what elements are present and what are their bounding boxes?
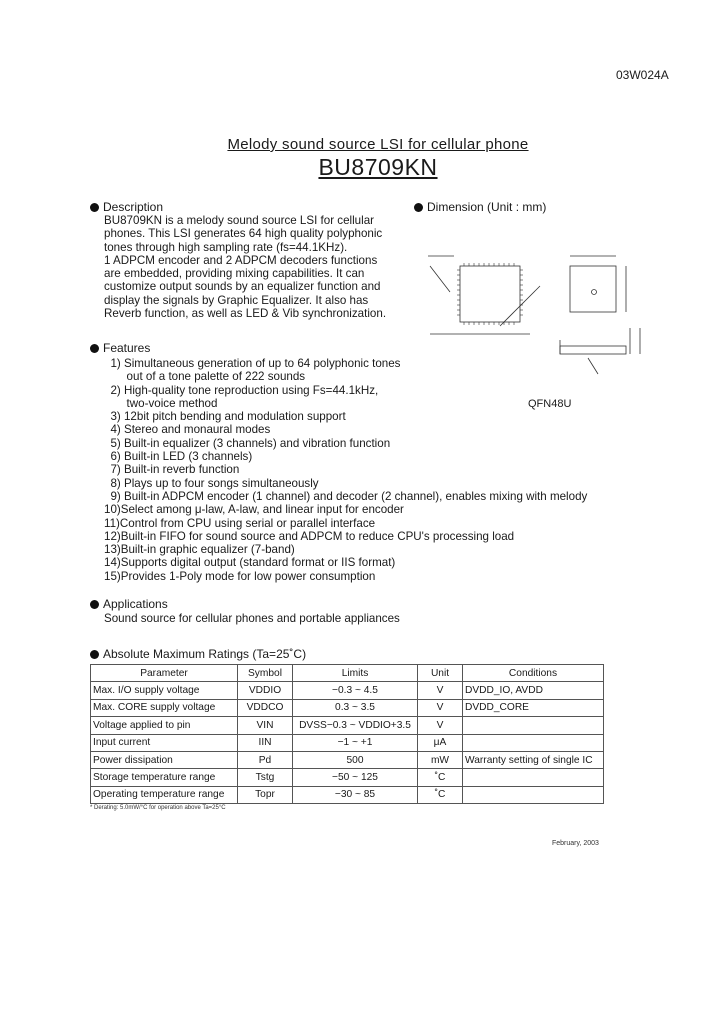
applications-heading-label: Applications	[103, 597, 168, 611]
description-text	[104, 214, 404, 320]
param-cell: Max. I/O supply voltage	[91, 682, 238, 699]
unit-cell: mW	[418, 751, 463, 768]
table-row	[91, 699, 604, 716]
param-cell: Power dissipation	[91, 751, 238, 768]
list-item: 2) High-quality tone reproduction using Fs=44.1kHz,	[104, 383, 379, 397]
description-line: customize output sounds by an equalizer function and	[104, 280, 381, 294]
description-line: display the signals by Graphic Equalizer. It also has	[104, 293, 369, 307]
list-item: 7) Built-in reverb function	[104, 463, 240, 477]
conditions-cell	[463, 734, 604, 751]
bullet-icon	[90, 600, 99, 609]
table-row	[91, 769, 604, 786]
param-cell: Storage temperature range	[91, 769, 238, 786]
conditions-cell: DVDD_CORE	[463, 699, 604, 716]
unit-cell: V	[418, 699, 463, 716]
description-line: phones. This LSI generates 64 high quality polyphonic	[104, 227, 383, 241]
conditions-cell: DVDD_IO, AVDD	[463, 682, 604, 699]
package-top-view	[460, 266, 520, 322]
list-item: two-voice method	[104, 396, 218, 410]
description-line: Reverb function, as well as LED & Vib synchronization.	[104, 307, 387, 321]
limits-cell: −1 ~ +1	[293, 734, 418, 751]
bullet-icon	[90, 203, 99, 212]
param-cell: Max. CORE supply voltage	[91, 699, 238, 716]
table-header-row	[91, 665, 604, 682]
dimension-heading-label: Dimension (Unit : mm)	[427, 200, 547, 214]
list-item: out of a tone palette of 222 sounds	[104, 370, 306, 384]
description-line: BU8709KN is a melody sound source LSI for cellular	[104, 214, 375, 227]
table-row	[91, 682, 604, 699]
list-item: 6) Built-in LED (3 channels)	[104, 450, 253, 464]
list-item: 5) Built-in equalizer (3 channels) and vibration function	[104, 436, 391, 450]
applications-heading	[90, 597, 168, 611]
conditions-cell	[463, 769, 604, 786]
param-cell: Voltage applied to pin	[91, 717, 238, 734]
ratings-heading	[90, 647, 306, 661]
symbol-cell: IIN	[238, 734, 293, 751]
limits-cell: −30 ~ 85	[293, 786, 418, 803]
list-item: 9) Built-in ADPCM encoder (1 channel) and decoder (2 channel), enables mixing with melody	[104, 489, 588, 503]
limits-cell: −50 ~ 125	[293, 769, 418, 786]
list-item: 1) Simultaneous generation of up to 64 polyphonic tones	[104, 357, 401, 370]
table-row	[91, 751, 604, 768]
document-title: BU8709KN	[318, 154, 438, 180]
column-header: Symbol	[238, 665, 293, 682]
column-header: Parameter	[91, 665, 238, 682]
list-item: 4) Stereo and monaural modes	[104, 423, 271, 437]
description-heading	[90, 200, 163, 214]
symbol-cell: VIN	[238, 717, 293, 734]
limits-cell: DVSS−0.3 ~ VDDIO+3.5	[293, 717, 418, 734]
unit-cell: V	[418, 717, 463, 734]
features-heading	[90, 341, 150, 355]
bullet-icon	[90, 650, 99, 659]
list-item: 3) 12bit pitch bending and modulation support	[104, 410, 346, 424]
dimension-heading	[414, 200, 546, 214]
column-header: Limits	[293, 665, 418, 682]
package-bottom-view	[570, 266, 616, 312]
limits-cell: 500	[293, 751, 418, 768]
list-item: 11)Control from CPU using serial or parallel interface	[104, 516, 376, 530]
list-item: 13)Built-in graphic equalizer (7-band)	[104, 543, 295, 557]
list-item: 14)Supports digital output (standard format or IIS format)	[104, 556, 396, 570]
symbol-cell: VDDCO	[238, 699, 293, 716]
description-line: are embedded, providing mixing capabilities. It can	[104, 267, 365, 281]
unit-cell: ˚C	[418, 786, 463, 803]
bullet-icon	[414, 203, 423, 212]
list-item: 15)Provides 1-Poly mode for low power consumption	[104, 569, 376, 583]
document-subtitle: Melody sound source LSI for cellular phone	[227, 136, 529, 153]
limits-cell: −0.3 ~ 4.5	[293, 682, 418, 699]
derating-note: * Derating: 5.0mW/°C for operation above Ta=25°C	[90, 805, 226, 811]
symbol-cell: Topr	[238, 786, 293, 803]
unit-cell: V	[418, 682, 463, 699]
symbol-cell: VDDIO	[238, 682, 293, 699]
ratings-heading-label: Absolute Maximum Ratings (Ta=25˚C)	[103, 647, 307, 661]
description-heading-label: Description	[103, 200, 164, 214]
features-list	[104, 357, 587, 583]
symbol-cell: Tstg	[238, 769, 293, 786]
features-heading-label: Features	[103, 341, 151, 355]
document-id: 03W024A	[616, 68, 669, 82]
table-row	[91, 717, 604, 734]
description-line: tones through high sampling rate (fs=44.1KHz).	[104, 240, 348, 254]
param-cell: Input current	[91, 734, 238, 751]
table-row	[91, 786, 604, 803]
conditions-cell: Warranty setting of single IC	[463, 751, 604, 768]
column-header: Unit	[418, 665, 463, 682]
applications-text: Sound source for cellular phones and portable appliances	[104, 612, 400, 625]
package-name: QFN48U	[528, 398, 572, 410]
symbol-cell: Pd	[238, 751, 293, 768]
conditions-cell	[463, 786, 604, 803]
bullet-icon	[90, 344, 99, 353]
limits-cell: 0.3 ~ 3.5	[293, 699, 418, 716]
list-item: 12)Built-in FIFO for sound source and ADPCM to reduce CPU's processing load	[104, 529, 515, 543]
conditions-cell	[463, 717, 604, 734]
description-line: 1 ADPCM encoder and 2 ADPCM decoders functions	[104, 253, 378, 267]
document-date: February, 2003	[552, 840, 599, 847]
unit-cell: ˚C	[418, 769, 463, 786]
param-cell: Operating temperature range	[91, 786, 238, 803]
ratings-table	[90, 664, 604, 804]
list-item: 10)Select among μ-law, A-law, and linear input for encoder	[104, 503, 404, 517]
table-row	[91, 734, 604, 751]
unit-cell: μA	[418, 734, 463, 751]
column-header: Conditions	[463, 665, 604, 682]
list-item: 8) Plays up to four songs simultaneously	[104, 476, 319, 490]
